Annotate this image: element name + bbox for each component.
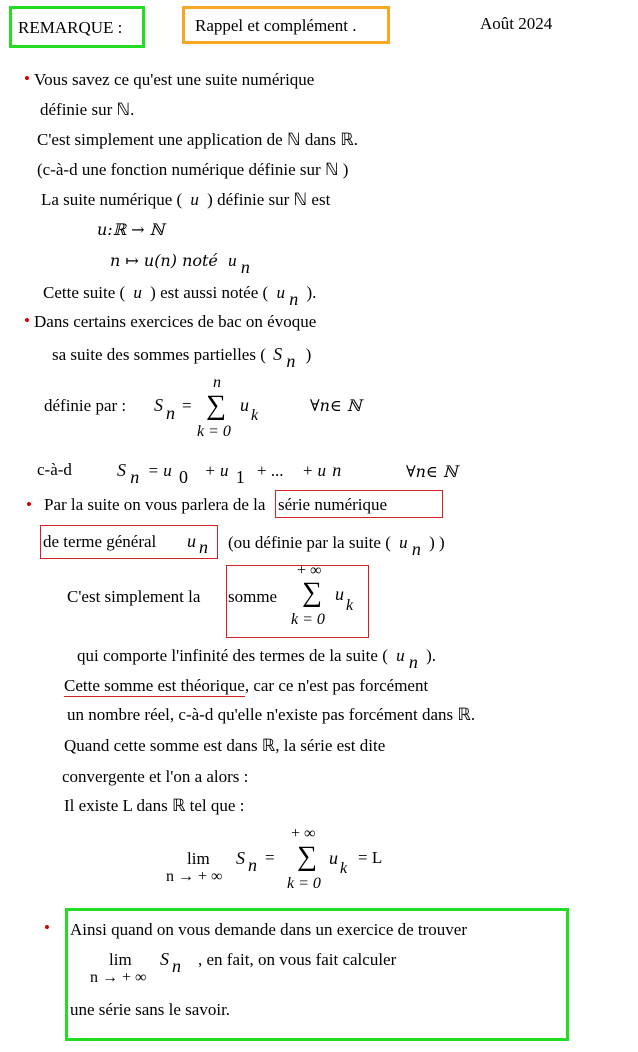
- lim-n: n: [248, 855, 257, 875]
- s1-line5-u: u: [190, 190, 199, 209]
- somme-top: + ∞: [297, 562, 322, 579]
- somme-k: k: [346, 597, 354, 614]
- lim-sigma: ∑: [297, 841, 317, 872]
- serie-numerique-box: [275, 490, 443, 518]
- def-eq: =: [182, 396, 192, 415]
- s3-line4-b: ).: [426, 646, 437, 665]
- cad-label: c-à-d: [37, 460, 72, 479]
- s1-line7-n: n: [240, 257, 250, 277]
- lim-S: S: [236, 848, 245, 868]
- lim-bottom: k = 0: [287, 875, 321, 892]
- serie-numerique-label: série numérique: [278, 495, 388, 514]
- s1-line8-un: u: [276, 283, 285, 302]
- s2-line2-S: S: [273, 344, 283, 364]
- def-u: u: [240, 395, 249, 415]
- s3-line6: un nombre réel, c-à-d qu'elle n'existe pas forcément dans ℝ.: [67, 705, 476, 724]
- cad-eq: = u: [147, 461, 172, 480]
- def-sum-top: n: [213, 374, 221, 391]
- s1-line7-u: u: [228, 251, 237, 270]
- terme-general-label: de terme général: [43, 532, 157, 551]
- cad-forall: ∀n∈ ℕ: [406, 462, 458, 481]
- s3-line5-b: , car ce n'est pas forcément: [244, 676, 429, 695]
- s3-line4: [77, 645, 437, 672]
- s3-line7: Quand cette somme est dans ℝ, la série est dite: [64, 736, 386, 755]
- s1-line8: [43, 282, 317, 309]
- s1-line7-a: n ↦ u(n) noté: [110, 251, 218, 270]
- cad-plus1: + u: [204, 461, 229, 480]
- cad-plusn: + u: [301, 461, 327, 480]
- s3-line2: [228, 532, 445, 559]
- title-box: [182, 6, 390, 44]
- lim-k: k: [340, 860, 348, 877]
- s2-line2-b: ): [305, 345, 312, 364]
- s1-line8-u: u: [133, 283, 142, 302]
- s3-line2-n: n: [411, 539, 421, 559]
- somme-sigma: ∑: [302, 577, 322, 608]
- def-n: n: [166, 403, 175, 423]
- def-forall: ∀n∈ ℕ: [310, 396, 362, 415]
- s4-n: n: [172, 956, 181, 976]
- lim-eq: =: [265, 848, 275, 867]
- s3-line4-a: qui comporte l'infinité des termes de la suite (: [77, 646, 388, 665]
- somme-label: somme: [228, 587, 278, 606]
- conclusion-box: [65, 908, 569, 1041]
- s1-line2: définie sur ℕ.: [40, 100, 135, 119]
- s3-line1: Par la suite on vous parlera de la: [44, 495, 266, 514]
- lim-sub: n → + ∞: [166, 868, 223, 885]
- s2-line2: [52, 344, 312, 371]
- terme-general-box: [40, 525, 218, 559]
- terme-general-n: n: [199, 537, 208, 557]
- terme-general-u: u: [187, 531, 196, 551]
- s4-lim-word: lim: [109, 950, 132, 969]
- s2-line2-a: sa suite des sommes partielles (: [52, 345, 266, 364]
- cad-S: S: [117, 460, 126, 480]
- s2-line1: Dans certains exercices de bac on évoque: [34, 312, 317, 331]
- s4-line1: Ainsi quand on vous demande dans un exercice de trouver: [70, 920, 468, 939]
- s3-line8: convergente et l'on a alors :: [62, 767, 249, 786]
- cad-formula: [117, 460, 342, 487]
- bullet-1: •: [24, 69, 30, 88]
- theorique-underlined: Cette somme est théorique: [64, 676, 245, 695]
- lim-word: lim: [187, 849, 210, 868]
- remarque-box: [9, 6, 145, 48]
- date-label: Août 2024: [480, 14, 553, 33]
- s1-line8-a: Cette suite (: [43, 283, 126, 302]
- s1-mapping: u:ℝ → ℕ: [97, 220, 165, 239]
- s3-line2-b: (ou définie par la suite (: [228, 533, 391, 552]
- s3-line2-u: u: [399, 533, 408, 552]
- cad-1: 1: [235, 467, 245, 487]
- cad-0: 0: [178, 467, 188, 487]
- s2-line2-n: n: [286, 351, 296, 371]
- def-sum-symbol: ∑: [206, 390, 226, 421]
- page-title: Rappel et complément .: [195, 16, 357, 35]
- s1-line5-b: ) définie sur ℕ est: [207, 190, 331, 209]
- s4-line2: , en fait, on vous fait calculer: [198, 950, 397, 969]
- s4-line3: une série sans le savoir.: [70, 1000, 231, 1019]
- bullet-3: •: [26, 495, 32, 514]
- somme-u: u: [335, 584, 344, 604]
- s1-line5-a: La suite numérique (: [41, 190, 183, 209]
- bullet-2: •: [24, 311, 30, 330]
- remarque-label: REMARQUE :: [18, 18, 123, 37]
- lim-u: u: [329, 848, 338, 868]
- def-label: définie par :: [44, 396, 127, 415]
- s1-line5: [41, 190, 330, 210]
- s4-lim-sub: n → + ∞: [90, 969, 147, 986]
- cad-n: n: [130, 467, 140, 487]
- s3-line9: Il existe L dans ℝ tel que :: [64, 796, 245, 815]
- s3-line5: [64, 676, 428, 696]
- s3-line4-n: n: [408, 652, 418, 672]
- lim-top: + ∞: [291, 825, 316, 842]
- s4-S: S: [160, 949, 169, 969]
- s1-line7: [110, 250, 250, 277]
- s1-line8-n: n: [289, 289, 299, 309]
- s1-line8-b: ) est aussi notée (: [150, 283, 269, 302]
- def-S: S: [154, 395, 163, 415]
- s1-line8-c: ).: [306, 283, 317, 302]
- cad-dots: + ...: [256, 461, 284, 480]
- cad-nn: n: [332, 460, 342, 480]
- s3-line3: C'est simplement la: [67, 587, 201, 606]
- s1-line1: Vous savez ce qu'est une suite numérique: [34, 70, 315, 89]
- def-sum-bottom: k = 0: [197, 423, 231, 440]
- def-k: k: [251, 407, 259, 424]
- s1-line4: (c-à-d une fonction numérique définie sur ℕ ): [37, 160, 349, 179]
- somme-box: [226, 562, 369, 638]
- lim-L: = L: [358, 848, 383, 867]
- somme-bottom: k = 0: [291, 611, 325, 628]
- s3-line2-c: ) ): [429, 533, 445, 552]
- s1-line3: C'est simplement une application de ℕ dans ℝ.: [37, 130, 358, 149]
- bullet-4: •: [44, 918, 50, 937]
- s3-line4-u: u: [396, 646, 405, 665]
